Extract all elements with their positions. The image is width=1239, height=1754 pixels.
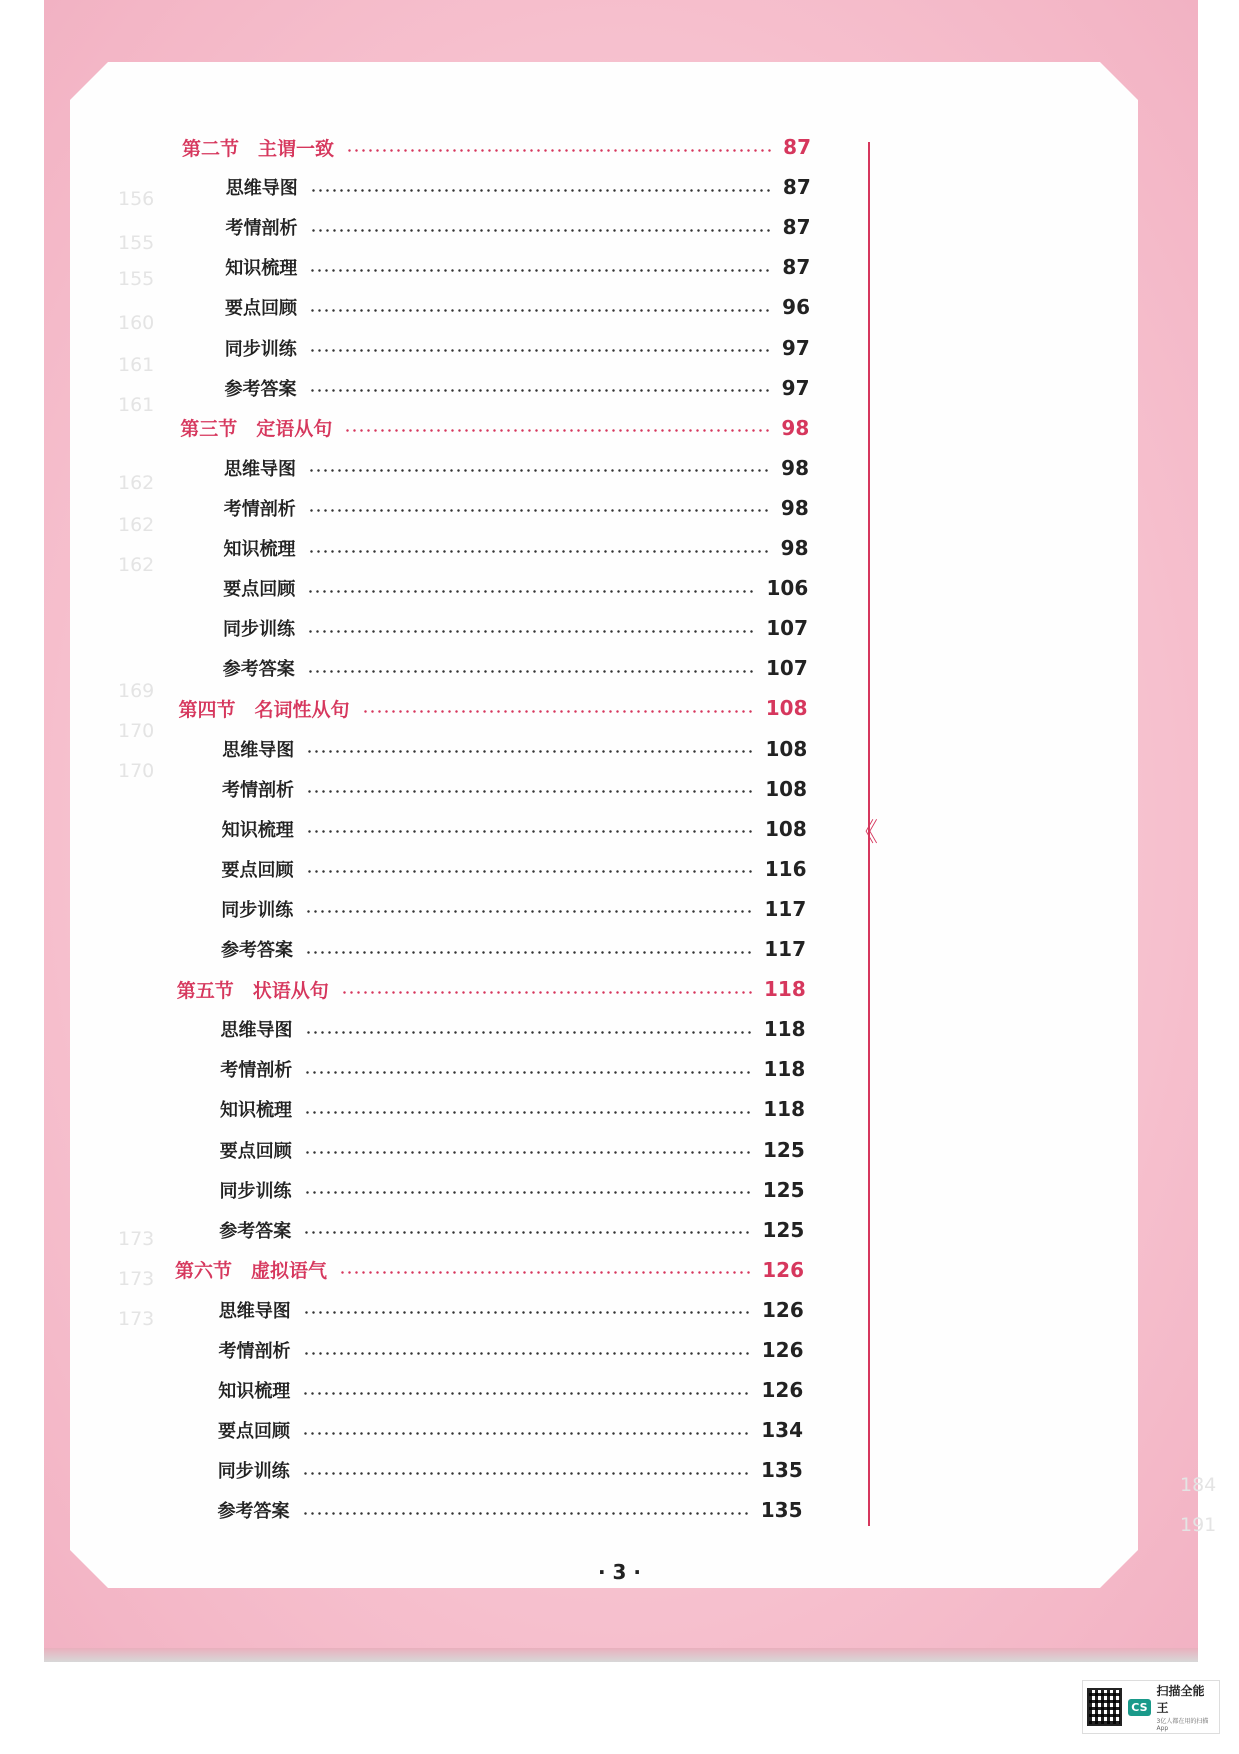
dot-leader [362,710,756,713]
dot-leader [309,389,772,392]
toc-label: 知识梳理 [218,1381,291,1403]
toc-item [220,1135,805,1165]
toc-item [222,814,807,844]
toc-page-number: 118 [763,1017,806,1042]
dot-leader [302,1512,751,1515]
dot-leader [309,309,772,312]
dot-leader [308,509,771,512]
dot-leader [306,750,755,753]
dot-leader [341,991,754,994]
toc-label: 要点回顾 [218,1421,290,1443]
show-through-number: 184 [1180,1474,1217,1496]
toc-item [218,1495,803,1525]
toc-section [177,974,806,1004]
show-through-number: 162 [118,472,155,494]
toc-item [224,493,809,523]
toc-page-number: 108 [765,736,808,761]
toc-label: 知识梳理 [221,819,294,841]
toc-page-number: 126 [762,1257,804,1282]
toc-item [226,172,811,202]
toc-item [220,1094,805,1124]
toc-item [219,1335,804,1365]
toc-label: 要点回顾 [219,1140,292,1162]
toc-page-number: 87 [782,255,811,280]
toc-label: 同步训练 [224,338,297,360]
toc-item [223,653,808,683]
toc-section [182,132,811,162]
toc-page-number: 135 [761,1458,803,1483]
toc-label: 参考答案 [219,1220,292,1242]
toc-label: 思维导图 [222,739,295,761]
toc-page-number: 125 [763,1137,805,1162]
toc-item [223,613,808,643]
toc-label: 同步训练 [221,899,294,921]
show-through-number: 191 [1180,1514,1217,1536]
toc-page-number: 96 [782,295,810,320]
toc-page-number: 118 [763,1057,806,1082]
scanner-subtitle: 3亿人都在用的扫描App [1156,1718,1209,1732]
show-through-number: 161 [118,354,155,376]
dot-leader [303,1352,752,1355]
toc-label: 要点回顾 [221,859,294,881]
toc-section [180,413,809,443]
toc-item [221,894,806,924]
show-through-number: 155 [118,268,155,290]
toc-item [218,1415,803,1445]
toc-label: 参考答案 [221,940,293,961]
toc-label: 思维导图 [225,178,298,200]
toc-item [224,453,809,483]
dot-leader [306,870,755,873]
toc-label: 考情剖析 [222,779,294,801]
chevron-left-icon: 《 [852,818,879,848]
dot-leader [304,1071,753,1074]
toc-page-number: 98 [781,455,809,480]
show-through-number: 170 [118,720,155,742]
show-through-number: 155 [118,232,155,254]
toc-item [220,1175,805,1205]
show-through-number: 173 [118,1308,155,1330]
toc-item [221,934,806,964]
toc-item [225,292,810,322]
toc-label: 参考答案 [222,659,295,681]
show-through-number: 173 [118,1268,155,1290]
dot-leader [305,1031,754,1034]
dot-leader [309,349,772,352]
toc-label: 思维导图 [220,1020,293,1042]
dot-leader [310,229,773,232]
toc-item [218,1375,803,1405]
show-through-number: 162 [118,554,155,576]
toc-page-number: 116 [764,856,807,881]
toc-item [222,854,807,884]
toc-page-number: 135 [760,1498,803,1523]
toc-page-number: 98 [781,415,810,440]
toc-item [225,333,810,363]
toc-page-number: 106 [766,576,809,601]
dot-leader [302,1392,751,1395]
toc-label: 参考答案 [224,378,297,400]
toc-page-number: 117 [764,896,807,921]
toc-label: 考情剖析 [223,498,296,520]
toc-page-number: 87 [782,215,811,240]
dot-leader [302,1432,751,1435]
scanner-title: 扫描全能王 [1156,1684,1205,1715]
toc-item [223,573,808,603]
toc-page-number: 118 [763,1097,805,1122]
toc-item [225,373,810,403]
toc-item [220,1054,805,1084]
toc-page-number: 108 [765,776,807,801]
toc-label: 第五节 状语从句 [176,979,329,1002]
show-through-number: 162 [118,514,155,536]
toc-page-number: 126 [762,1297,804,1322]
toc-label: 要点回顾 [223,579,296,601]
toc-item [219,1215,804,1245]
show-through-number: 161 [118,394,155,416]
scanner-badge [1082,1680,1220,1734]
toc-label: 思维导图 [218,1300,291,1322]
dot-leader [306,830,755,833]
toc-page-number: 97 [781,335,810,360]
dot-leader [308,550,771,553]
toc-label: 第二节 主谓一致 [182,137,335,160]
toc-page-number: 118 [764,977,806,1002]
dot-leader [304,1191,753,1194]
toc-page-number: 126 [761,1338,804,1362]
toc-page-number: 98 [780,495,809,520]
dot-leader [303,1311,752,1314]
toc-page-number: 125 [762,1177,805,1202]
toc-item [221,1014,806,1044]
show-through-number: 170 [118,760,155,782]
toc-page-number: 107 [766,616,808,641]
toc-section [175,1255,804,1285]
toc-item [219,1295,804,1325]
toc-label: 考情剖析 [218,1341,291,1362]
toc-label: 同步训练 [219,1180,292,1202]
toc-page-number: 87 [783,135,811,159]
dot-leader [307,630,756,633]
show-through-number: 169 [118,680,155,702]
toc-label: 考情剖析 [220,1060,293,1082]
dot-leader [303,1231,752,1234]
toc-item [226,212,811,242]
frame-edge [44,1648,1198,1662]
dot-leader [310,189,773,192]
toc-item [218,1455,803,1485]
toc-page-number: 108 [765,696,808,721]
dot-leader [307,670,756,673]
show-through-number: 160 [118,312,155,334]
toc-label: 思维导图 [224,458,296,480]
toc-page-number: 87 [782,175,811,200]
toc-label: 第六节 虚拟语气 [175,1260,328,1283]
dot-leader [309,269,772,272]
toc-page-number: 97 [781,375,810,400]
page-number: · 3 · [597,1560,642,1584]
dot-leader [339,1271,752,1274]
toc-page-number: 117 [764,937,806,961]
toc-page-number: 107 [766,656,808,681]
toc-label: 第三节 定语从句 [180,418,333,441]
dot-leader [305,951,754,954]
show-through-number: 156 [118,188,155,210]
toc-label: 知识梳理 [225,258,298,280]
dot-leader [302,1472,751,1475]
toc-label: 第四节 名词性从句 [178,698,350,721]
scanner-logo: CS [1128,1699,1150,1716]
toc-label: 要点回顾 [225,298,297,320]
dot-leader [304,1111,753,1114]
dot-leader [346,149,773,152]
show-through-number: 173 [118,1228,155,1250]
toc-item [224,533,809,563]
toc-label: 同步训练 [217,1461,290,1483]
toc-section [179,693,808,723]
toc-page-number: 108 [765,816,807,841]
toc-page-number: 126 [761,1378,804,1403]
toc-label: 知识梳理 [220,1100,292,1122]
toc-item [222,774,807,804]
toc-label: 考情剖析 [225,218,298,240]
toc-item [225,252,810,282]
toc-label: 参考答案 [217,1501,290,1523]
dot-leader [344,429,771,432]
dot-leader [307,590,756,593]
dot-leader [306,790,755,793]
toc-item [222,734,807,764]
dot-leader [305,910,754,913]
dot-leader [304,1151,753,1154]
toc-label: 同步训练 [223,619,295,641]
dot-leader [308,469,771,472]
toc-label: 知识梳理 [223,539,296,560]
toc-page-number: 134 [761,1418,803,1443]
toc-page-number: 125 [762,1217,805,1242]
qr-code-icon [1087,1688,1122,1726]
toc-page-number: 98 [780,536,809,560]
